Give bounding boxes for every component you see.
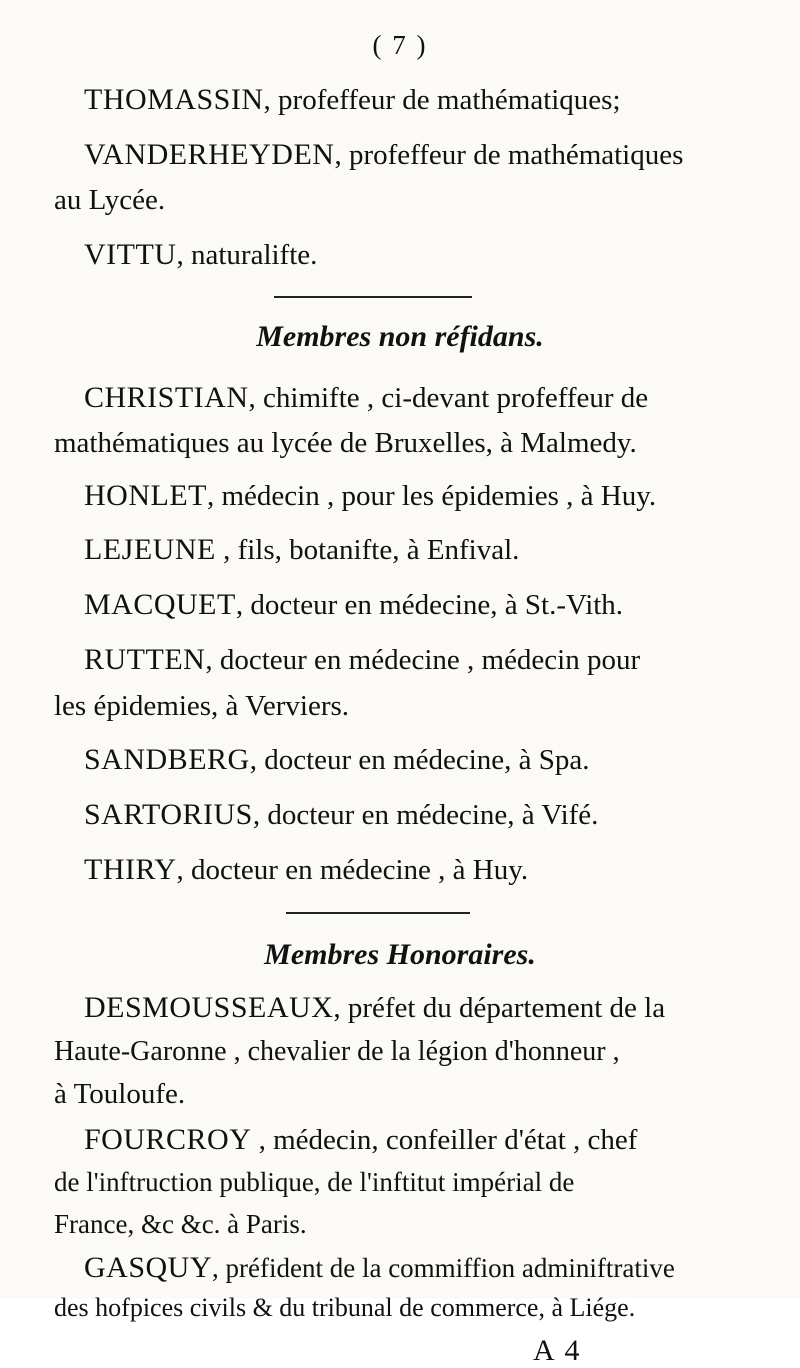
entry-description: France, &c &c. à Paris. <box>54 1209 307 1239</box>
entry-christian <box>84 380 648 416</box>
signature-mark: A 4 <box>533 1334 582 1367</box>
entry-macquet <box>84 587 623 623</box>
entry-description: , fils, botanifte, à Enfival. <box>215 534 520 566</box>
entry-description: , docteur en médecine , médecin pour <box>205 644 641 676</box>
entry-description: des hofpices civils & du tribunal de commerce, à Liége. <box>54 1293 636 1322</box>
entry-name: MACQUET <box>84 588 236 621</box>
entry-description: , médecin, confeiller d'état , chef <box>251 1124 638 1156</box>
entry-vittu <box>84 237 317 273</box>
entry-description: , chimifte , ci-devant profeffeur de <box>248 382 649 414</box>
entry-continuation <box>54 1290 635 1326</box>
entry-description: , profeffeur de mathématiques <box>334 139 684 171</box>
section-divider <box>286 912 470 914</box>
entry-continuation <box>54 182 165 218</box>
entry-fourcroy <box>84 1122 637 1158</box>
entry-honlet <box>84 478 656 514</box>
entry-description: , docteur en médecine, à Spa. <box>249 744 590 776</box>
entry-description: , naturalifte. <box>176 239 318 271</box>
entry-name: FOURCROY <box>84 1123 252 1156</box>
section-title-honorary: Membres Honoraires. <box>264 938 536 971</box>
entry-continuation <box>54 425 637 461</box>
page-number: ( 7 ) <box>372 30 428 60</box>
entry-desmousseaux <box>84 990 665 1026</box>
entry-continuation <box>54 1206 307 1242</box>
entry-description: au Lycée. <box>54 184 166 216</box>
entry-name: VITTU <box>84 238 177 271</box>
entry-name: GASQUY <box>84 1251 213 1284</box>
section-divider <box>274 296 472 298</box>
entry-name: RUTTEN <box>84 643 206 676</box>
entry-name: THOMASSIN <box>84 83 264 116</box>
entry-vanderheyden <box>84 137 683 173</box>
entry-thomassin <box>84 82 621 118</box>
entry-sartorius <box>84 797 598 833</box>
entry-name: VANDERHEYDEN <box>84 138 335 171</box>
entry-continuation <box>54 1034 620 1070</box>
entry-name: SANDBERG <box>84 743 250 776</box>
entry-name: HONLET <box>84 479 207 512</box>
entry-rutten <box>84 642 640 678</box>
entry-description: à Touloufe. <box>54 1078 186 1110</box>
entry-name: THIRY <box>84 853 177 886</box>
entry-lejeune <box>84 532 519 568</box>
entry-continuation <box>54 688 349 724</box>
entry-thiry <box>84 852 528 888</box>
entry-name: LEJEUNE <box>84 533 216 566</box>
entry-description: , docteur en médecine, à St.-Vith. <box>235 589 624 621</box>
entry-description: , profeffeur de mathématiques; <box>263 84 621 116</box>
entry-continuation <box>54 1164 574 1200</box>
entry-name: SARTORIUS <box>84 798 253 831</box>
entry-description: , docteur en médecine , à Huy. <box>176 854 529 886</box>
entry-description: de l'inftruction publique, de l'inftitut impérial de <box>54 1167 575 1197</box>
entry-description: , médecin , pour les épidemies , à Huy. <box>206 480 657 512</box>
entry-description: mathématiques au lycée de Bruxelles, à Malmedy. <box>54 427 637 459</box>
entry-description: , docteur en médecine, à Vifé. <box>252 799 599 831</box>
entry-continuation <box>54 1076 185 1112</box>
entry-sandberg <box>84 742 590 778</box>
entry-name: DESMOUSSEAUX <box>84 991 334 1024</box>
entry-description: Haute-Garonne , chevalier de la légion d'honneur , <box>54 1036 620 1067</box>
entry-description: , préfident de la commiffion adminiftrative <box>212 1253 675 1283</box>
entry-description: , préfet du département de la <box>333 992 666 1024</box>
entry-name: CHRISTIAN <box>84 381 249 414</box>
section-title-non-residents: Membres non réfidans. <box>256 320 544 353</box>
entry-gasquy <box>84 1250 675 1286</box>
entry-description: les épidemies, à Verviers. <box>54 690 350 722</box>
